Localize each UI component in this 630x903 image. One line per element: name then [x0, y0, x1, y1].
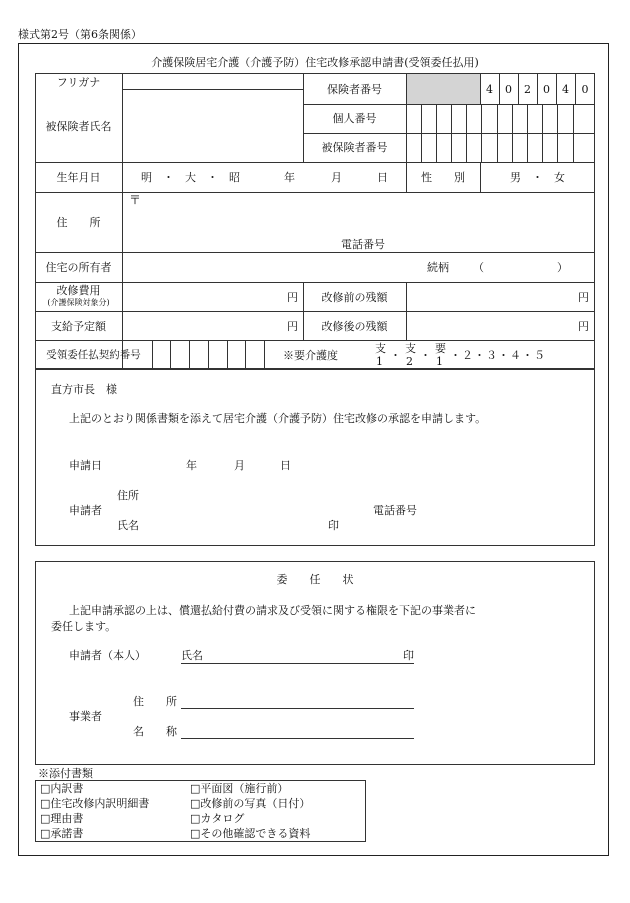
form-number: 様式第2号（第6条関係）	[18, 28, 142, 41]
care-level-dot: ・	[390, 349, 401, 362]
table-rule	[527, 104, 528, 162]
delegation-applicant-label: 申請者（本人）	[69, 649, 146, 662]
table-rule	[227, 340, 228, 369]
attachment-checkbox[interactable]: □カタログ	[190, 812, 245, 825]
delegation-text-line1: 上記申請承認の上は、償還払給付費の請求及び受領に関する権限を下記の事業者に	[69, 604, 476, 617]
insured-name-input[interactable]	[123, 90, 302, 161]
cost-sublabel: (介護保険対象分)	[47, 298, 110, 307]
gender-label: 性 別	[421, 171, 465, 184]
insurer-digit: 0	[543, 83, 550, 96]
table-rule	[573, 104, 574, 162]
care-level-care1-bottom: 1	[436, 355, 443, 368]
address-input[interactable]	[123, 193, 594, 251]
table-rule	[542, 104, 543, 162]
table-rule	[303, 133, 595, 134]
delegation-name-label: 氏名	[181, 649, 203, 662]
delegation-seal-mark: 印	[403, 649, 414, 662]
owner-input[interactable]	[123, 253, 413, 281]
phone-label: 電話番号	[341, 238, 385, 251]
owner-label: 住宅の所有者	[45, 261, 112, 274]
delegation-text-line2: 委任します。	[51, 620, 117, 633]
attachment-checkbox[interactable]: □その他確認できる資料	[190, 827, 311, 840]
contract-number-label: 受領委任払契約番号	[46, 349, 141, 361]
attachment-checkbox[interactable]: □内訳書	[40, 782, 84, 795]
before-balance-yen-unit: 円	[578, 291, 589, 304]
individual-number-label: 個人番号	[332, 112, 377, 125]
furigana-input[interactable]	[123, 74, 302, 88]
applicant-seal-mark: 印	[328, 519, 339, 532]
birth-day-label: 日	[377, 171, 388, 184]
cost-yen-unit: 円	[287, 291, 298, 304]
business-label: 事業者	[69, 710, 102, 723]
table-rule	[466, 104, 467, 162]
application-day-label: 日	[280, 459, 291, 472]
table-rule	[35, 340, 595, 341]
birth-month-label: 月	[331, 171, 342, 184]
table-rule	[35, 162, 595, 163]
care-level-label: ※要介護度	[283, 349, 338, 362]
furigana-label: フリガナ	[56, 76, 101, 89]
attachments-heading: ※添付書類	[38, 767, 93, 780]
after-balance-yen-unit: 円	[578, 320, 589, 333]
table-rule	[303, 104, 595, 105]
business-address-line[interactable]	[181, 708, 414, 709]
table-rule	[189, 340, 190, 369]
insured-name-label: 被保険者氏名	[45, 120, 112, 133]
application-year-label: 年	[186, 459, 197, 472]
insurer-digit: 4	[486, 83, 493, 96]
birth-year-label: 年	[284, 171, 295, 184]
insurer-digit: 0	[505, 83, 512, 96]
table-rule	[406, 73, 407, 162]
table-rule	[35, 282, 595, 283]
care-level-support1-top[interactable]: 支	[375, 342, 386, 355]
table-rule	[208, 340, 209, 369]
before-balance-label: 改修前の残額	[321, 291, 388, 304]
gender-options[interactable]: 男 ・ 女	[510, 171, 565, 184]
table-rule	[406, 282, 407, 340]
after-balance-label: 改修後の残額	[321, 320, 388, 333]
table-rule	[512, 104, 513, 162]
application-date-label: 申請日	[69, 459, 102, 472]
scheduled-payment-yen-unit: 円	[287, 320, 298, 333]
table-rule	[421, 104, 422, 162]
insurer-digit: 0	[581, 83, 589, 96]
table-rule	[436, 104, 437, 162]
care-level-support2-bottom: 2	[406, 355, 413, 368]
birth-era-options[interactable]: 明 ・ 大 ・ 昭	[141, 171, 240, 184]
address-label: 住 所	[56, 216, 101, 229]
table-rule	[497, 104, 498, 162]
business-name-line[interactable]	[181, 738, 414, 739]
care-level-care1-top[interactable]: 要	[435, 342, 446, 355]
addressee: 直方市長 様	[51, 383, 117, 396]
care-level-support2-top[interactable]: 支	[405, 342, 416, 355]
cost-label: 改修費用	[56, 284, 101, 297]
table-rule	[170, 340, 171, 369]
application-statement: 上記のとおり関係書類を添えて居宅介護（介護予防）住宅改修の承認を申請します。	[69, 412, 487, 425]
insured-number-label: 被保険者番号	[321, 141, 388, 154]
applicant-address-label: 住所	[117, 489, 139, 502]
relationship-close-paren: ）	[557, 261, 568, 274]
table-rule	[481, 104, 482, 162]
applicant-name-label: 氏名	[117, 519, 139, 532]
insurer-number-label: 保険者番号	[327, 83, 382, 96]
insurer-number-shaded-cell	[406, 74, 480, 104]
form-title: 介護保険居宅介護（介護予防）住宅改修承認申請書(受領委任払用)	[151, 56, 479, 69]
scheduled-payment-label: 支給予定額	[51, 320, 106, 333]
insurer-digit: 4	[562, 83, 569, 96]
table-rule	[451, 104, 452, 162]
attachment-checkbox[interactable]: □平面図（施行前）	[190, 782, 289, 795]
table-rule	[152, 340, 153, 369]
table-rule	[264, 340, 265, 369]
table-rule	[557, 104, 558, 162]
table-rule	[245, 340, 246, 369]
birth-date-label: 生年月日	[56, 171, 101, 184]
business-name-label: 名 称	[133, 725, 177, 738]
insurer-digit: 2	[524, 83, 531, 96]
care-level-dot: ・	[420, 349, 431, 362]
attachment-checkbox[interactable]: □理由書	[40, 812, 84, 825]
postal-mark: 〒	[129, 193, 142, 207]
attachment-checkbox[interactable]: □承諾書	[40, 827, 84, 840]
relationship-label: 続柄	[427, 261, 449, 274]
attachment-checkbox[interactable]: □改修前の写真（日付）	[190, 797, 311, 810]
applicant-label: 申請者	[69, 504, 102, 517]
table-rule	[35, 311, 595, 312]
delegation-name-line[interactable]	[181, 663, 414, 664]
delegation-title: 委 任 状	[276, 573, 354, 586]
applicant-phone-label: 電話番号	[373, 504, 417, 517]
care-level-remaining[interactable]: ・２・３・４・５	[450, 349, 546, 362]
application-month-label: 月	[234, 459, 245, 472]
relationship-open-paren: （	[473, 261, 484, 274]
business-address-label: 住 所	[133, 695, 177, 708]
care-level-support1-bottom: 1	[376, 355, 383, 368]
attachment-checkbox[interactable]: □住宅改修内訳明細書	[40, 797, 150, 810]
